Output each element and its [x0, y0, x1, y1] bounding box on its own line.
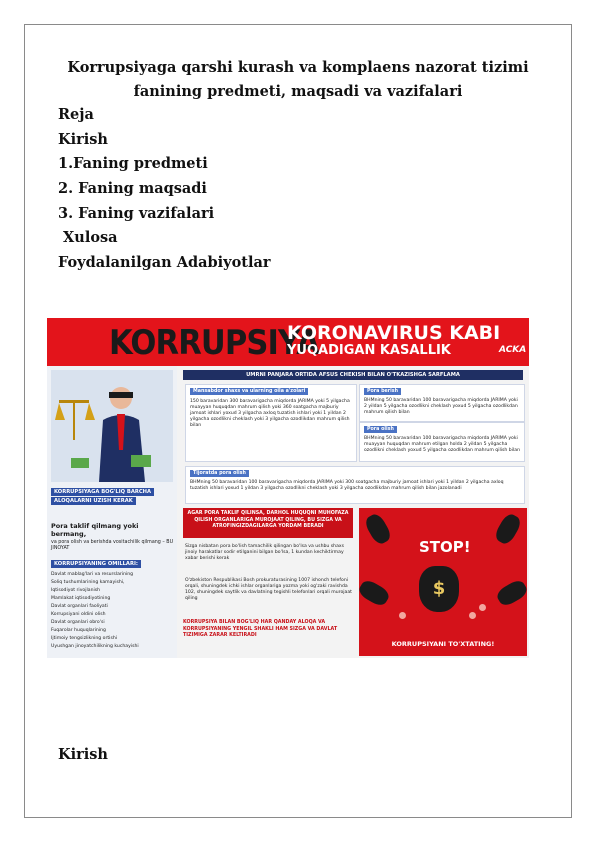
reja-heading: Reja — [58, 106, 94, 123]
hand-icon — [493, 512, 524, 547]
penalty-card-1 — [185, 384, 357, 462]
hand-icon — [495, 578, 529, 609]
document-title-line-2: fanining predmeti, maqsadi va vazifalari — [133, 83, 463, 100]
left-bullet: Korrupsiyani oldini olish — [51, 612, 106, 617]
left-bullet: Iqtisodiyot rivojlanish — [51, 588, 101, 593]
stop-sign: STOP! — [419, 538, 471, 556]
hand-icon — [357, 578, 392, 609]
penalty-text-1: 150 baravaridan 300 baravarigacha miqdorda JARIMA yoki 5 yilgacha muayyan huquqdan mahrum qilish yoki 360 soatgacha majburiy jamoat ishlari yoxud 3 yilgacha axloq tuzatish ishlari yoki 1 yildan 2 yilgacha ozodlikni cheklash yoki 3 yilgacha ozodlikdan mahrum qilish bilan — [190, 399, 350, 428]
penalty-chip-4: Tijoratda pora olish — [190, 470, 249, 477]
businessman-illustration — [51, 370, 173, 482]
coin-icon — [469, 612, 476, 619]
penalty-chip-1: Mansabdor shaxs va ularning oila a'zolari — [190, 388, 308, 395]
left-bullet: Davlat organlari faoliyati — [51, 604, 108, 609]
coin-icon — [399, 612, 406, 619]
coin-icon — [479, 604, 486, 611]
anti-corruption-poster — [47, 318, 529, 658]
penalty-chip-3: Pora olish — [364, 426, 397, 433]
penalty-card-3 — [359, 422, 525, 462]
left-bullet: Uyushgan jinoyatchilikning kuchayishi — [51, 644, 139, 649]
outline-item-2: 2. Faning maqsadi — [58, 180, 207, 197]
money-bag-icon: $ — [419, 566, 459, 612]
outline-item-3: 3. Faning vazifalari — [58, 205, 215, 222]
hand-icon — [363, 512, 394, 547]
penalty-card-2 — [359, 384, 525, 422]
outline-item-adabiyotlar: Foydalanilgan Adabiyotlar — [58, 254, 271, 271]
stop-footer: KORRUPSIYANI TO'XTATING! — [391, 640, 495, 648]
left-bullet: Davlat mablag'lari va resurslarining — [51, 572, 134, 577]
poster-left-column — [47, 366, 177, 658]
left-section-title: KORRUPSIYANING OMILLARI: — [51, 560, 141, 568]
mid-title: UMRNI PANJARA ORTIDA AFSUS CHEKISH BILAN O'TKAZISHGA SARFLAMA — [183, 370, 523, 380]
left-tag-1: KORRUPSIYAGA BOG'LIQ BARCHA — [51, 488, 154, 496]
left-bullet: Mamlakat iqtisodiyotining — [51, 596, 111, 601]
banner-subtitle-2: YUQADIGAN KASALLIK — [287, 343, 451, 358]
left-bullet: Fuqarolar huquqlarining — [51, 628, 106, 633]
stop-panel — [359, 508, 527, 656]
outline-item-xulosa: Xulosa — [58, 229, 118, 246]
penalty-text-4: BHMning 50 baravaridan 100 baravarigacha miqdorda JARIMA yoki 300 soatgacha majburiy jamoat ishlari yoki 1 yildan 2 yilgacha axloq tuzatish ishlari yoxud 1 yildan 3 yilgacha ozodlikni cheklash yoki 3 yilgacha ozodlikdan mahrum qilish bilan jazolanadi — [190, 480, 504, 491]
red-footer-text: KORRUPSIYA BILAN BOG'LIQ HAR QANDAY ALOQA VA KORRUPSIYANING YENGIL SHAKLI HAM SIZGA VA DAVLAT TIZIMIGA ZARAR KELTIRADI — [183, 620, 338, 638]
pora-text: va pora olish va berishda vositachilik qilmang – BU JINOYAT — [51, 540, 174, 551]
kirish-heading: Kirish — [58, 746, 108, 763]
left-tag-2: ALOQALARNI UZISH KERAK — [51, 497, 136, 505]
mid-text-2: O'zbekiston Respublikasi Bosh prokuraturasining 1007 ishonch telefoni orqali, shuningdek ichki ishlar organlariga yozma yoki og'zaki ravishda 102, shuningdek saytlik va davlatning tegishli telefonlari orqali murojaat qiling — [185, 578, 352, 601]
banner-title: KORRUPSIYA — [109, 323, 320, 363]
penalty-text-2: BHMning 50 baravaridan 100 baravarigacha miqdorda JARIMA yoki 2 yildan 5 yilgacha ozodlikni cheklash yoxud 5 yilgacha ozodlikdan mahrum qilish bilan — [364, 398, 518, 415]
left-bullet: Davlat organlari obro'si — [51, 620, 105, 625]
penalty-card-4 — [185, 466, 525, 504]
penalty-chip-2: Pora berish — [364, 388, 401, 395]
poster-logo: ACKA — [499, 345, 527, 355]
left-bullet: Ijtimoiy tengsizlikning ortishi — [51, 636, 118, 641]
mid-text-1: Sizga nisbatan pora bo'lish tamachilik qilingan bo'lsa va ushbu shaxs jinoiy harakatlar sodir etilganini bilgan bo'lsa, 1 kundan kechiktirmay xabar berishi kerak — [185, 544, 345, 561]
report-bribe-box: AGAR PORA TAKLIF QILINSA, DARHOL HUQUQNI MUHOFAZA QILISH ORGANLARIGA MUROJAAT QILING, BU SIZGA VA ATROFINGIZDAGILARGA YORDAM BERADI — [183, 508, 353, 538]
penalty-text-3: BHMning 50 baravaridan 100 baravarigacha miqdorda JARIMA yoki muayyan huquqdan mahrum etilgan holda 2 yildan 5 yilgacha ozodlikni cheklash yoxud 5 yilgacha ozodlikdan mahrum qilish bilan — [364, 436, 520, 453]
left-bullet: Soliq tushumlarining kamayishi, — [51, 580, 125, 585]
outline-item-kirish: Kirish — [58, 131, 108, 148]
businessman-icon — [51, 370, 173, 482]
banner-subtitle-1: KORONAVIRUS KABI — [287, 322, 501, 344]
outline-item-1: 1.Faning predmeti — [58, 155, 208, 172]
poster-banner — [47, 318, 529, 366]
document-title-line-1: Korrupsiyaga qarshi kurash va komplaens nazorat tizimi — [67, 59, 529, 76]
pora-title: Pora taklif qilmang yoki bermang, — [51, 522, 139, 538]
